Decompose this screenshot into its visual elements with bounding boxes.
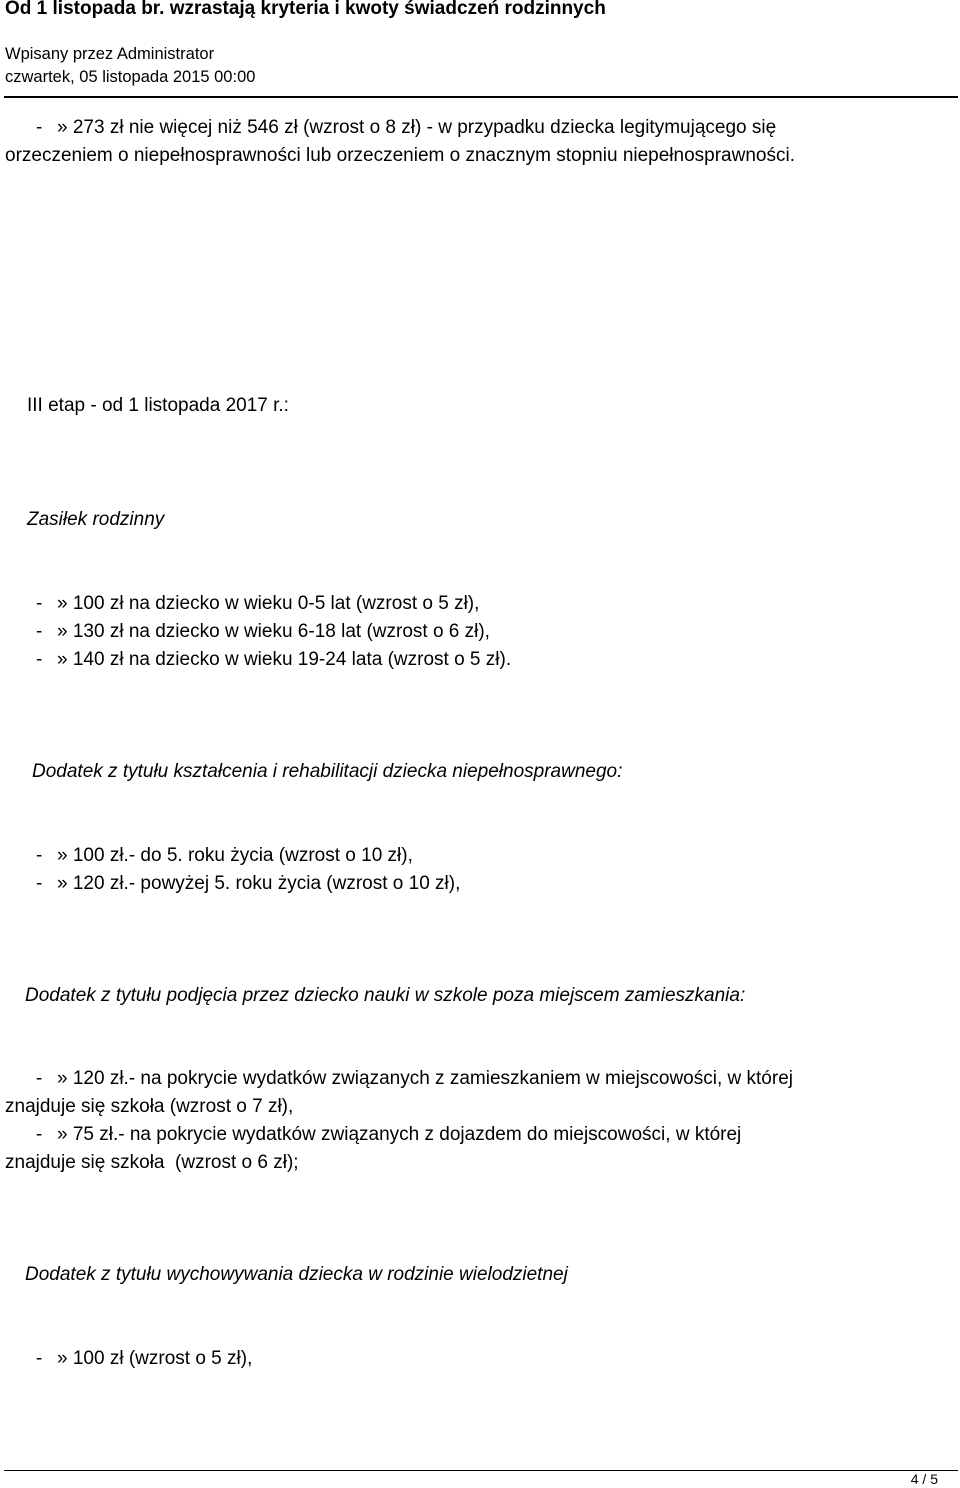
list-item [5,114,776,142]
list-item-text: » 100 zł na dziecko w wieku 0-5 lat (wzrost o 5 zł), [57,593,480,614]
section-heading-ksztalcenie: Dodatek z tytułu kształcenia i rehabilitacji dziecka niepełnosprawnego: [32,761,623,782]
list-item-text: » 273 zł nie więcej niż 546 zł (wzrost o 8 zł) - w przypadku dziecka legitymującego się [57,117,777,138]
list-item-text: » 140 zł na dziecko w wieku 19-24 lata (wzrost o 5 zł). [57,649,512,670]
list-item [5,618,490,646]
list-dash: - [36,1348,43,1369]
section-heading: III etap - od 1 listopada 2017 r.: [27,395,289,416]
article-title: Od 1 listopada br. wzrastają kryteria i kwoty świadczeń rodzinnych [5,0,606,19]
list-item [5,842,413,870]
list-item [5,1121,741,1149]
list-item-text: » 100 zł.- do 5. roku życia (wzrost o 10 zł), [57,845,413,866]
list-dash: - [36,1068,43,1089]
page-number: 4 / 5 [910,1471,938,1487]
list-item-continuation: znajduje się szkoła (wzrost o 6 zł); [5,1152,299,1173]
footer-divider [4,1470,958,1471]
list-item-text: » 75 zł.- na pokrycie wydatków związanych z dojazdem do miejscowości, w której [57,1124,742,1145]
list-item [5,590,479,618]
article-author: Wpisany przez Administrator [5,45,215,63]
section-heading-nauka: Dodatek z tytułu podjęcia przez dziecko nauki w szkole poza miejscem zamieszkania: [25,985,746,1006]
list-item [5,1065,793,1093]
list-dash: - [36,649,43,670]
list-dash: - [36,621,43,642]
list-item-continuation: znajduje się szkoła (wzrost o 7 zł), [5,1096,294,1117]
section-heading-zasilek: Zasiłek rodzinny [27,509,165,530]
list-dash: - [36,1124,43,1145]
list-item [5,646,511,674]
list-dash: - [36,845,43,866]
list-item-text: » 120 zł.- powyżej 5. roku życia (wzrost o 10 zł), [57,873,461,894]
section-heading-wielodzietna: Dodatek z tytułu wychowywania dziecka w rodzinie wielodzietnej [25,1264,568,1285]
list-dash: - [36,873,43,894]
list-item-text: » 100 zł (wzrost o 5 zł), [57,1348,253,1369]
header-divider [4,96,958,98]
list-item-continuation: orzeczeniem o niepełnosprawności lub orzeczeniem o znacznym stopniu niepełnosprawności. [5,145,795,166]
list-item-text: » 130 zł na dziecko w wieku 6-18 lat (wzrost o 6 zł), [57,621,490,642]
list-dash: - [36,117,43,138]
list-item-text: » 120 zł.- na pokrycie wydatków związanych z zamieszkaniem w miejscowości, w której [57,1068,793,1089]
list-item [5,1345,252,1373]
article-date: czwartek, 05 listopada 2015 00:00 [5,68,256,86]
list-item [5,870,460,898]
list-dash: - [36,593,43,614]
